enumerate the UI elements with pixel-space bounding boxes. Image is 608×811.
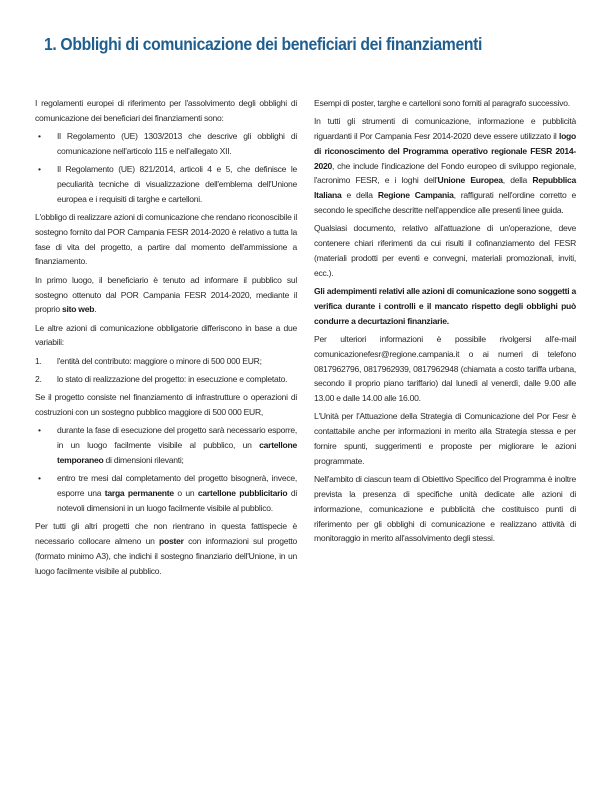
bold-text: Repubblica Italiana <box>314 175 576 201</box>
bold-text: targa permanente <box>104 488 174 499</box>
bold-text: sito web <box>61 304 95 315</box>
section-title: 1. Obblighi di comunicazione dei beneficiari dei finanziamenti <box>44 34 483 54</box>
paragraph-obligation: L'obbligo di realizzare azioni di comunicazione che rendano riconoscibile il sostegno fornito dal POR Campania FESR 2014-2020 è relativo a tutta la fase di vita del progetto, a partire dal momento dell'ammissione a finanziamento. <box>35 212 297 267</box>
paragraph-documents: Qualsiasi documento, relativo all'attuazione di un'operazione, deve contenere chiari riferimenti da cui risulti il cofinanziamento del FESR (materiali prodotti per eventi e convegni, materiali promozionali, inviti, ecc.). <box>314 223 576 278</box>
bold-text: Unione Europea <box>437 175 503 186</box>
list-item <box>35 471 297 515</box>
list-number: 2. <box>35 374 42 385</box>
list-item <box>35 162 297 206</box>
paragraph-contacts: Per ulteriori informazioni è possibile rivolgersi all'e-mail comunicazionefesr@regione.campania.it o ai numeri di telefono 0817962796, 0817962939, 0817962948 (chiamata a costo tariffa urbana, secondo il proprio piano tariffario) dal lunedì al venerdì, dalle 9.00 alle 13.00 e dalle 14.00 alle 16.00. <box>314 333 576 404</box>
paragraph-infrastructure: Se il progetto consiste nel finanziamento di infrastrutture o operazioni di costruzioni con un sostegno pubblico maggiore di 500 000 EUR, <box>35 392 297 418</box>
bold-text: Regione Campania <box>377 190 454 201</box>
bullet-icon: • <box>38 164 41 175</box>
list-item <box>35 423 297 467</box>
list-item <box>35 372 297 387</box>
right-column <box>314 96 576 550</box>
bold-text: cartellone temporaneo <box>57 440 297 466</box>
list-item <box>35 354 297 369</box>
list-item <box>35 129 297 159</box>
bullet-icon: • <box>38 425 41 436</box>
bold-text: logo di riconoscimento del Programma operativo regionale FESR 2014-2020 <box>314 131 576 171</box>
list-item-text: Il Regolamento (UE) 1303/2013 che descrive gli obblighi di comunicazione nell'articolo 115 e nell'allegato XII. <box>57 131 297 156</box>
paragraph-unit: L'Unità per l'Attuazione della Strategia di Comunicazione del Por Fesr è contattabile anche per informazioni in merito alla Strategia stessa e per fornire spunti, suggerimenti e proposte per migliorare le azioni programmate. <box>314 411 576 466</box>
paragraph-poster: Per tutti gli altri progetti che non rientrano in questa fattispecie è necessario collocare almeno un poster con informazioni sul progetto (formato minimo A3), che indichi il sostegno finanziario dell'Unione, in un luogo facilmente visibile al pubblico. <box>35 521 297 576</box>
bold-text: cartellone pubblicitario <box>197 488 288 499</box>
regulations-list <box>35 129 297 206</box>
paragraph-warning <box>314 284 576 328</box>
variables-list <box>35 354 297 387</box>
paragraph-teams: Nell'ambito di ciascun team di Obiettivo Specifico del Programma è inoltre prevista la presenza di specifiche unità dedicate alle azioni di informazione, comunicazione e pubblicità che costituisco punti di riferimento per gli obblighi di comunicazione e realizzano attività di monitoraggio in merito all'assolvimento degli stessi. <box>314 474 576 544</box>
list-item-text: durante la fase di esecuzione del progetto sarà necessario esporre, in un luogo facilmente visibile al pubblico, un cartellone temporaneo di dimensioni rilevanti; <box>57 425 297 466</box>
list-item-text: Il Regolamento (UE) 821/2014, articoli 4 e 5, che definisce le peculiarità tecniche di visualizzazione dell'emblema dell'Unione europea e i requisiti di targhe e cartelloni. <box>57 164 297 204</box>
left-column <box>35 96 297 582</box>
paragraph-examples: Esempi di poster, targhe e cartelloni sono forniti al paragrafo successivo. <box>314 98 570 108</box>
bullet-icon: • <box>38 131 41 142</box>
list-item-text: entro tre mesi dal completamento del progetto bisognerà, invece, esporre una targa permanente o un cartellone pubblicitario di notevoli dimensioni in un luogo facilmente visibile al pubblico. <box>57 473 297 513</box>
list-item-text: lo stato di realizzazione del progetto: in esecuzione e completato. <box>57 374 288 385</box>
paragraph-logo: In tutti gli strumenti di comunicazione, informazione e pubblicità riguardanti il Por Campania Fesr 2014-2020 deve essere utilizzato il logo di riconoscimento del Programma operativo regionale FESR 2014-2020, che include l'indicazione del Fondo europeo di sviluppo regionale, l'acronimo FESR, e i loghi dell'Unione Europea, della Repubblica Italiana e della Regione Campania, raffigurati nell'ordine corretto e secondo le specifiche descritte nell'appendice alle presenti linee guida. <box>314 116 576 216</box>
bold-text: Gli adempimenti relativi alle azioni di comunicazione sono soggetti a verifica durante i controlli e il mancato rispetto degli obblighi può condurre a decurtazioni finanziarie. <box>314 286 577 326</box>
paragraph-intro: I regolamenti europei di riferimento per l'assolvimento degli obblighi di comunicazione dei beneficiari dei finanziamenti sono: <box>35 98 297 123</box>
list-number: 1. <box>35 355 42 366</box>
list-item-text: l'entità del contributo: maggiore o minore di 500 000 EUR; <box>57 355 262 366</box>
paragraph-variables: Le altre azioni di comunicazione obbligatorie differiscono in base a due variabili: <box>35 322 297 348</box>
bullet-icon: • <box>38 473 41 484</box>
paragraph-website: In primo luogo, il beneficiario è tenuto ad informare il pubblico sul sostegno ottenuto dal POR Campania FESR 2014-2020, mediante il proprio sito web. <box>35 274 297 315</box>
infrastructure-list <box>35 423 297 515</box>
bold-text: poster <box>159 536 184 547</box>
